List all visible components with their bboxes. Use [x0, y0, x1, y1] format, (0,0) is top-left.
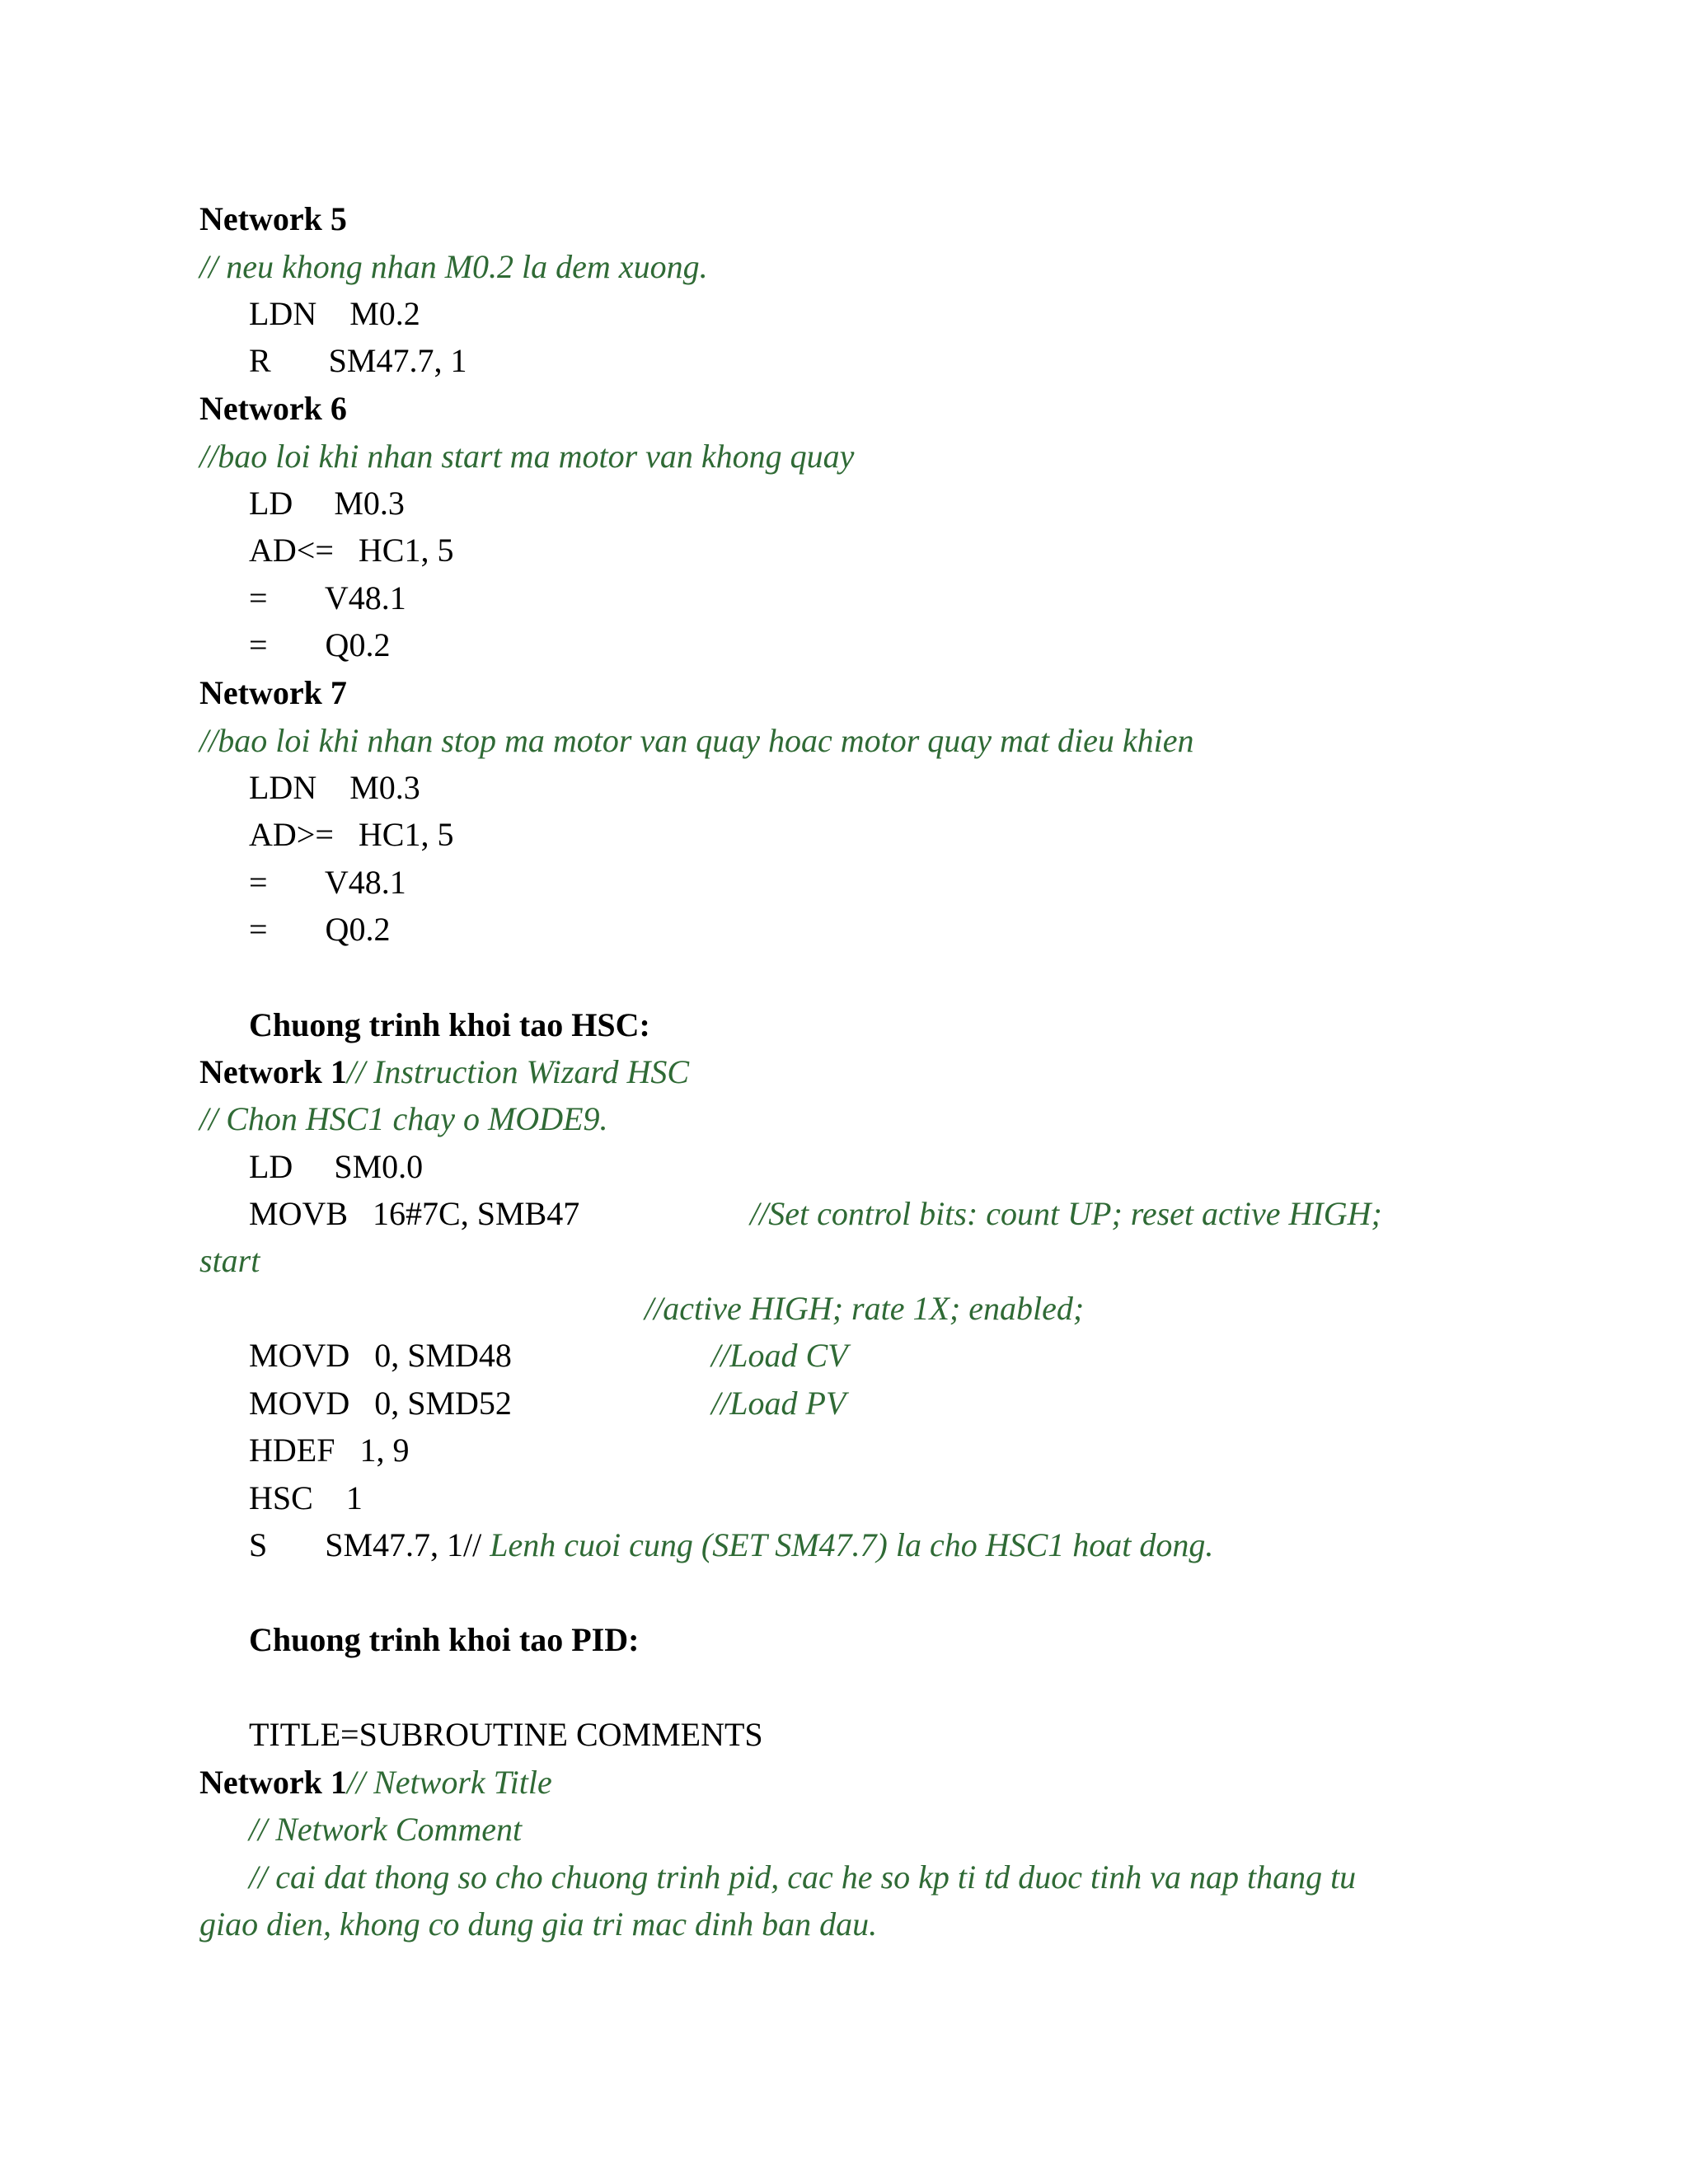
network-7-comment: //bao loi khi nhan stop ma motor van quay hoac motor quay mat dieu khien [199, 722, 1194, 759]
hsc-network-1-header: Network 1 [199, 1053, 347, 1090]
hsc-movb-instruction: MOVB 16#7C, SMB47 [249, 1195, 580, 1232]
pid-section-heading: Chuong trinh khoi tao PID: [249, 1621, 640, 1658]
network-7-header: Network 7 [199, 674, 347, 711]
pid-network-1-header: Network 1 [199, 1764, 347, 1801]
pid-network-1-line [199, 1760, 552, 1806]
hsc-hdef-instruction: HDEF 1, 9 [249, 1432, 410, 1469]
network-6-instruction-4: = Q0.2 [249, 626, 391, 663]
hsc-movd-pv-instruction: MOVD 0, SMD52 [249, 1385, 512, 1422]
network-5-instruction-2: R SM47.7, 1 [249, 342, 467, 379]
network-7-instruction-4: = Q0.2 [249, 911, 391, 948]
pid-network-1-comment: // Network Title [346, 1764, 552, 1801]
network-7-instruction-2: AD>= HC1, 5 [249, 816, 454, 853]
hsc-hsc-instruction: HSC 1 [249, 1479, 363, 1516]
network-5-instruction-1: LDN M0.2 [249, 295, 420, 332]
hsc-set-comment: Lenh cuoi cung (SET SM47.7) la cho HSC1 hoat dong. [481, 1526, 1214, 1563]
network-5-header: Network 5 [199, 200, 347, 237]
hsc-ld-instruction: LD SM0.0 [249, 1148, 424, 1185]
network-7-instruction-1: LDN M0.3 [249, 769, 420, 806]
hsc-mode-comment: // Chon HSC1 chay o MODE9. [199, 1100, 608, 1137]
pid-setup-comment-wrap: giao dien, khong co dung gia tri mac dinh ban dau. [199, 1905, 878, 1943]
hsc-section-heading: Chuong trinh khoi tao HSC: [249, 1006, 650, 1043]
hsc-set-line [249, 1522, 1213, 1568]
hsc-network-1-line [199, 1049, 689, 1095]
pid-network-comment: // Network Comment [249, 1811, 523, 1848]
network-6-instruction-3: = V48.1 [249, 579, 406, 616]
hsc-movb-comment: //Set control bits: count UP; reset active HIGH; [750, 1195, 1382, 1232]
hsc-movd-cv-instruction: MOVD 0, SMD48 [249, 1337, 512, 1374]
hsc-movb-comment-continued: //active HIGH; rate 1X; enabled; [645, 1290, 1085, 1327]
hsc-movd-pv-comment: //Load PV [711, 1385, 846, 1422]
hsc-movb-comment-wrap: start [199, 1242, 260, 1279]
network-7-instruction-3: = V48.1 [249, 864, 406, 901]
hsc-movd-cv-comment: //Load CV [711, 1337, 848, 1374]
network-6-instruction-1: LD M0.3 [249, 485, 405, 522]
network-6-instruction-2: AD<= HC1, 5 [249, 532, 454, 569]
network-6-header: Network 6 [199, 390, 347, 427]
pid-setup-comment: // cai dat thong so cho chuong trinh pid, cac he so kp ti td duoc tinh va nap thang tu [249, 1858, 1357, 1896]
pid-title-line: TITLE=SUBROUTINE COMMENTS [249, 1716, 763, 1753]
hsc-network-1-comment: // Instruction Wizard HSC [346, 1053, 690, 1090]
hsc-set-instruction: S SM47.7, 1// [249, 1526, 482, 1563]
network-5-comment: // neu khong nhan M0.2 la dem xuong. [199, 248, 708, 285]
network-6-comment: //bao loi khi nhan start ma motor van khong quay [199, 438, 855, 475]
